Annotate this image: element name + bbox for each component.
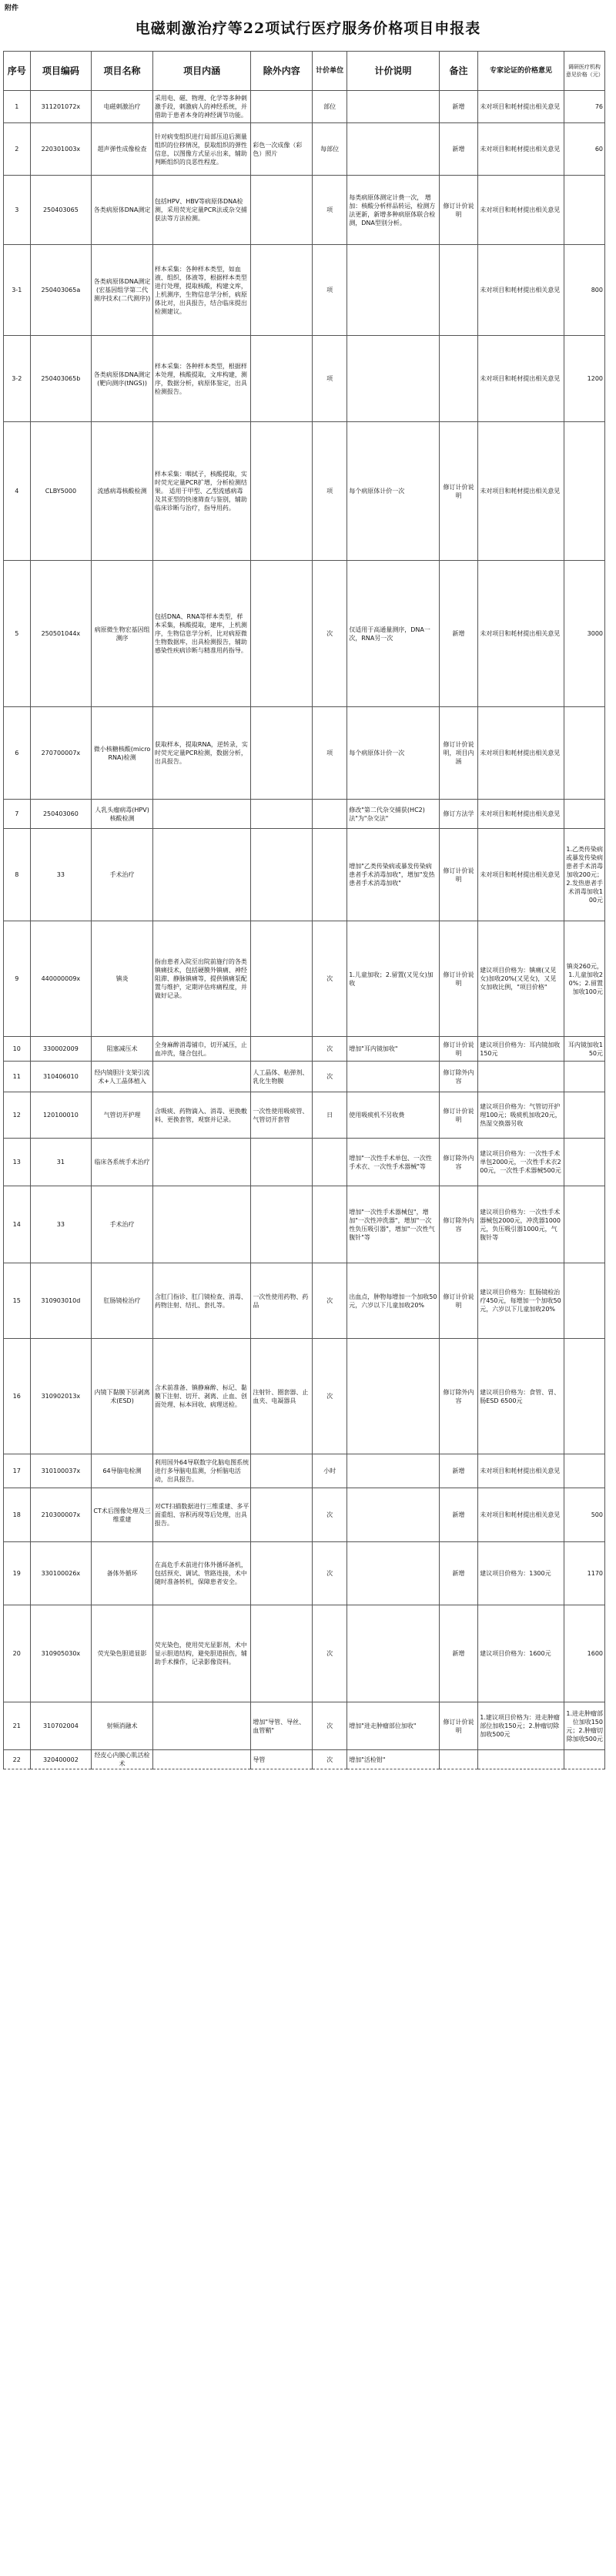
table-row — [4, 1750, 605, 1769]
row-unit: 次 — [313, 561, 347, 707]
table-row — [4, 921, 605, 1037]
row-expert: 未对项目和耗材提出相关意见 — [478, 91, 564, 123]
row-name: CT术后图像处理及三维重建 — [92, 1488, 153, 1542]
row-seq: 22 — [4, 1750, 31, 1769]
row-content — [152, 800, 251, 829]
row-remark — [439, 336, 477, 422]
row-name: 超声弹性成像检查 — [92, 123, 153, 176]
row-expert — [478, 1750, 564, 1769]
table-row — [4, 123, 605, 176]
row-unit: 日 — [313, 1092, 347, 1139]
row-price: 3000 — [564, 561, 604, 707]
row-price: 76 — [564, 91, 604, 123]
row-code: 210300007x — [30, 1488, 92, 1542]
row-expert: 未对项目和耗材提出相关意见 — [478, 123, 564, 176]
header-expert: 专家论证的价格意见 — [478, 52, 564, 91]
row-unit: 每部位 — [313, 123, 347, 176]
row-code: 250501044x — [30, 561, 92, 707]
row-name: 镇炎 — [92, 921, 153, 1037]
row-name: 流感病毒核酸检测 — [92, 422, 153, 561]
row-note: 每类病原体测定计费一次， 增加：核酸分析样品转运，检测方法更新，新增多种病原体联合检测，DNA型别分析。 — [347, 176, 440, 245]
row-name: 荧光染色胆道显影 — [92, 1605, 153, 1702]
row-excluded — [251, 1488, 313, 1542]
row-note: 增加"活检钳" — [347, 1750, 440, 1769]
row-name: 各类病原体DNA测定(靶向测序(tNGS)) — [92, 336, 153, 422]
row-unit — [313, 800, 347, 829]
row-expert: 1.建议项目价格为：进走肿瘤部位加收150元；2.肿瘤切除加收500元 — [478, 1702, 564, 1750]
row-remark: 新增 — [439, 123, 477, 176]
row-seq: 13 — [4, 1139, 31, 1186]
table-row — [4, 1062, 605, 1092]
row-price — [564, 1339, 604, 1454]
row-excluded — [251, 91, 313, 123]
row-code: 320400002 — [30, 1750, 92, 1769]
table-row — [4, 245, 605, 336]
row-seq: 4 — [4, 422, 31, 561]
row-code: 250403065 — [30, 176, 92, 245]
row-unit: 次 — [313, 1702, 347, 1750]
row-name: 阻塞减压术 — [92, 1037, 153, 1062]
row-seq: 2 — [4, 123, 31, 176]
row-name: 肛肠镜检治疗 — [92, 1263, 153, 1339]
row-expert: 建议项目价格为：肛肠镜检治疗450元，每增加一个加收50元，六岁以下儿童加收20% — [478, 1263, 564, 1339]
row-excluded — [251, 336, 313, 422]
table-row — [4, 1542, 605, 1605]
row-name: 备体外循环 — [92, 1542, 153, 1605]
row-price: 60 — [564, 123, 604, 176]
row-remark: 修订除外内容 — [439, 1062, 477, 1092]
row-seq: 11 — [4, 1062, 31, 1092]
row-seq: 14 — [4, 1186, 31, 1263]
row-code: 250403065a — [30, 245, 92, 336]
row-code: 33 — [30, 829, 92, 921]
row-excluded — [251, 245, 313, 336]
row-code: 311201072x — [30, 91, 92, 123]
row-note — [347, 1488, 440, 1542]
header-note: 计价说明 — [347, 52, 440, 91]
row-unit: 部位 — [313, 91, 347, 123]
row-note: 每个病原体计价一次 — [347, 707, 440, 800]
row-unit: 次 — [313, 1488, 347, 1542]
row-content — [152, 1139, 251, 1186]
row-content: 包括HPV、HBV等病原体DNA检测，采用荧光定量PCR法或杂交捕获法等方法检测。 — [152, 176, 251, 245]
row-content — [152, 829, 251, 921]
row-name: 人乳头瘤病毒(HPV)核酸检测 — [92, 800, 153, 829]
row-code: 440000009x — [30, 921, 92, 1037]
row-remark: 修订计价说明 — [439, 1037, 477, 1062]
row-code: 310903010d — [30, 1263, 92, 1339]
row-unit: 小时 — [313, 1454, 347, 1488]
row-excluded — [251, 1139, 313, 1186]
row-remark: 修订除外内容 — [439, 1339, 477, 1454]
table-row — [4, 422, 605, 561]
row-name: 临床各系统手术治疗 — [92, 1139, 153, 1186]
table-row — [4, 1092, 605, 1139]
row-remark: 修订计价说明 — [439, 829, 477, 921]
row-unit: 项 — [313, 707, 347, 800]
row-price: 1.进走肿瘤部位加收150元；2.肿瘤切除加收500元 — [564, 1702, 604, 1750]
row-name: 经皮心内膜心肌活检术 — [92, 1750, 153, 1769]
header-name: 项目名称 — [92, 52, 153, 91]
row-seq: 19 — [4, 1542, 31, 1605]
row-seq: 5 — [4, 561, 31, 707]
header-excluded: 除外内容 — [251, 52, 313, 91]
row-expert: 未对项目和耗材提出相关意见 — [478, 336, 564, 422]
table-row — [4, 1339, 605, 1454]
row-content — [152, 1702, 251, 1750]
row-expert: 建议项目价格为：食管、胃、肠ESD 6500元 — [478, 1339, 564, 1454]
row-price: 1170 — [564, 1542, 604, 1605]
row-price: 1200 — [564, 336, 604, 422]
attachment-label: 附件 — [5, 4, 19, 12]
row-content: 包括DNA、RNA等样本类型，样本采集，核酸提取，建库，上机测序，生物信息学分析，比对病原微生物数据库，出具检测报告，辅助感染性疾病诊断与精准用药指导。 — [152, 561, 251, 707]
row-remark: 修订计价说明 — [439, 1263, 477, 1339]
table-row — [4, 1263, 605, 1339]
row-expert: 未对项目和耗材提出相关意见 — [478, 1488, 564, 1542]
row-excluded — [251, 800, 313, 829]
row-content: 样本采集：各种样本类型，根据样本处理，核酸提取，文库构建，测序，数据分析，病原体鉴定，出具检测报告。 — [152, 336, 251, 422]
row-name: 各类病原体DNA测定 — [92, 176, 153, 245]
row-excluded — [251, 1542, 313, 1605]
row-price — [564, 1454, 604, 1488]
row-seq: 3 — [4, 176, 31, 245]
row-remark: 新增 — [439, 1454, 477, 1488]
row-unit — [313, 829, 347, 921]
row-remark: 修订计价说明 — [439, 1092, 477, 1139]
row-expert: 未对项目和耗材提出相关意见 — [478, 800, 564, 829]
row-remark: 新增 — [439, 1542, 477, 1605]
row-excluded — [251, 829, 313, 921]
row-price — [564, 1139, 604, 1186]
row-remark: 修订除外内容 — [439, 1186, 477, 1263]
table-header-row — [4, 52, 605, 91]
row-content: 获取样本，提取RNA，逆转录，实时荧光定量PCR检测，数据分析，出具报告。 — [152, 707, 251, 800]
row-note: 增加"耳内镜加收" — [347, 1037, 440, 1062]
row-expert: 未对项目和耗材提出相关意见 — [478, 176, 564, 245]
row-seq: 3-1 — [4, 245, 31, 336]
row-note — [347, 336, 440, 422]
row-expert: 未对项目和耗材提出相关意见 — [478, 707, 564, 800]
row-excluded — [251, 1186, 313, 1263]
table-row — [4, 707, 605, 800]
row-seq: 8 — [4, 829, 31, 921]
table-row — [4, 336, 605, 422]
row-note: 1.儿童加收；2.留置(又见女)加收 — [347, 921, 440, 1037]
table-row — [4, 1139, 605, 1186]
table-row — [4, 1454, 605, 1488]
row-content: 采用电、磁、物理、化学等多种刺激手段，刺激病人的神经系统，并借助于患者本身的神经调节功能。 — [152, 91, 251, 123]
row-name: 手术治疗 — [92, 1186, 153, 1263]
row-expert: 未对项目和耗材提出相关意见 — [478, 829, 564, 921]
row-unit: 次 — [313, 1263, 347, 1339]
table-row — [4, 1605, 605, 1702]
row-remark: 修订除外内容 — [439, 1139, 477, 1186]
row-name: 手术治疗 — [92, 829, 153, 921]
row-remark: 新增 — [439, 561, 477, 707]
row-expert: 未对项目和耗材提出相关意见 — [478, 245, 564, 336]
row-price: 500 — [564, 1488, 604, 1542]
row-note: 增加"乙类传染病或暴发传染病患者手术消毒加收"，增加"发热患者手术消毒加收" — [347, 829, 440, 921]
header-price: 调研医疗机构意见价格（元） — [564, 52, 604, 91]
row-price — [564, 176, 604, 245]
row-remark: 修订计价说明 — [439, 422, 477, 561]
row-remark: 新增 — [439, 1605, 477, 1702]
row-note: 增加"进走肿瘤部位加收" — [347, 1702, 440, 1750]
table-row — [4, 1488, 605, 1542]
row-code: 270700007x — [30, 707, 92, 800]
row-excluded — [251, 176, 313, 245]
row-remark: 修订计价说明 — [439, 1702, 477, 1750]
row-content: 针对病变组织进行局部压迫后测量组织的位移情况，获取组织的弹性信息，以图像方式显示出来，辅助判断组织的良恶性程度。 — [152, 123, 251, 176]
row-code: 250403060 — [30, 800, 92, 829]
row-price: 镇炎260元，1.儿童加收20%；2.留置加收100元 — [564, 921, 604, 1037]
row-expert: 未对项目和耗材提出相关意见 — [478, 561, 564, 707]
row-name: 64导脑电检测 — [92, 1454, 153, 1488]
row-unit: 次 — [313, 1339, 347, 1454]
row-content: 样本采集：咽拭子，核酸提取，实时荧光定量PCR扩增，分析检测结果。 适用于甲型、乙型流感病毒及其亚型的快速筛查与鉴别，辅助临床诊断与治疗，指导用药。 — [152, 422, 251, 561]
row-excluded — [251, 1037, 313, 1062]
row-note — [347, 245, 440, 336]
row-code: 120100010 — [30, 1092, 92, 1139]
row-excluded: 彩色一次成像（彩色）照片 — [251, 123, 313, 176]
row-seq: 16 — [4, 1339, 31, 1454]
row-expert: 建议项目价格为：1600元 — [478, 1605, 564, 1702]
row-unit — [313, 1186, 347, 1263]
row-price — [564, 1092, 604, 1139]
row-remark: 修订方法学 — [439, 800, 477, 829]
row-price: 1.乙类传染病或暴发传染病患者手术消毒加收200元；2.发热患者手术消毒加收100元 — [564, 829, 604, 921]
row-expert — [478, 1062, 564, 1092]
row-expert: 未对项目和耗材提出相关意见 — [478, 422, 564, 561]
page-title: 电磁刺激治疗等22项试行医疗服务价格项目申报表 — [135, 20, 481, 37]
row-content: 对CT扫描数据进行三维重建、多平面重组、容积再现等后处理，出具报告。 — [152, 1488, 251, 1542]
row-remark — [439, 1750, 477, 1769]
row-unit: 项 — [313, 422, 347, 561]
row-note — [347, 91, 440, 123]
row-content: 荧光染色，使用荧光显影剂，术中显示胆道结构，避免胆道损伤，辅助手术操作，记录影像资料。 — [152, 1605, 251, 1702]
row-code: 310406010 — [30, 1062, 92, 1092]
row-seq: 9 — [4, 921, 31, 1037]
row-price — [564, 800, 604, 829]
row-content — [152, 1186, 251, 1263]
row-seq: 17 — [4, 1454, 31, 1488]
row-note — [347, 1339, 440, 1454]
row-expert: 建议项目价格为：一次性手术单包2000元，一次性手术衣200元，一次性手术器械500元 — [478, 1139, 564, 1186]
row-note: 使用吸痰机不另收费 — [347, 1092, 440, 1139]
row-code: 310702004 — [30, 1702, 92, 1750]
row-price: 耳内镜加收150元 — [564, 1037, 604, 1062]
row-unit: 项 — [313, 336, 347, 422]
header-seq: 序号 — [4, 52, 31, 91]
row-content: 含术前准备、镇静麻醉、标记、黏膜下注射、切开、剥离、止血、创面处理、标本回收、病理送检。 — [152, 1339, 251, 1454]
row-price: 800 — [564, 245, 604, 336]
row-excluded: 人工晶体、粘弹剂、乳化生物膜 — [251, 1062, 313, 1092]
price-table — [3, 51, 605, 1769]
row-name: 经内镜胆汁支架引流术+人工晶体植入 — [92, 1062, 153, 1092]
row-name: 病原微生物宏基因组测序 — [92, 561, 153, 707]
row-price — [564, 707, 604, 800]
row-note — [347, 1454, 440, 1488]
row-excluded — [251, 561, 313, 707]
row-price — [564, 1186, 604, 1263]
row-excluded — [251, 707, 313, 800]
row-seq: 10 — [4, 1037, 31, 1062]
row-excluded: 注射针、圈套器、止血夹、电凝器具 — [251, 1339, 313, 1454]
table-row — [4, 1037, 605, 1062]
row-seq: 18 — [4, 1488, 31, 1542]
table-row — [4, 1186, 605, 1263]
row-seq: 6 — [4, 707, 31, 800]
row-seq: 15 — [4, 1263, 31, 1339]
row-code: CLBY5000 — [30, 422, 92, 561]
row-expert: 未对项目和耗材提出相关意见 — [478, 1454, 564, 1488]
row-code: 31 — [30, 1139, 92, 1186]
row-seq: 3-2 — [4, 336, 31, 422]
row-price — [564, 1263, 604, 1339]
row-remark — [439, 245, 477, 336]
row-excluded: 一次性使用药物、药品 — [251, 1263, 313, 1339]
row-note: 修改"第二代杂交捕获(HC2)法"为"杂交法" — [347, 800, 440, 829]
row-unit: 次 — [313, 1062, 347, 1092]
row-note: 每个病原体计价一次 — [347, 422, 440, 561]
row-seq: 1 — [4, 91, 31, 123]
row-name: 各类病原体DNA测定(宏基因组学第二代测序技术(二代测序)) — [92, 245, 153, 336]
header-content: 项目内涵 — [152, 52, 251, 91]
row-excluded — [251, 422, 313, 561]
row-price — [564, 1062, 604, 1092]
row-content — [152, 1750, 251, 1769]
row-note — [347, 1062, 440, 1092]
row-unit: 项 — [313, 245, 347, 336]
row-content: 含肛门指诊、肛门镜检查、消毒、药物注射、结扎、套扎等。 — [152, 1263, 251, 1339]
row-note: 仅适用于高通量测序，DNA一次，RNA另一次 — [347, 561, 440, 707]
header-code: 项目编码 — [30, 52, 92, 91]
row-content: 在高危手术前进行体外循环备机，包括预充、调试、管路连接，术中随时准备转机，保障患者安全。 — [152, 1542, 251, 1605]
table-row — [4, 176, 605, 245]
table-row — [4, 800, 605, 829]
row-code: 250403065b — [30, 336, 92, 422]
row-seq: 12 — [4, 1092, 31, 1139]
row-excluded — [251, 921, 313, 1037]
row-name: 微小核糖核酸(microRNA)检测 — [92, 707, 153, 800]
row-excluded — [251, 1454, 313, 1488]
row-seq: 20 — [4, 1605, 31, 1702]
table-row — [4, 561, 605, 707]
row-price — [564, 422, 604, 561]
row-code: 310902013x — [30, 1339, 92, 1454]
row-remark: 新增 — [439, 91, 477, 123]
row-content: 含吸痰、药物滴入、消毒、更换敷料、更换套管，观察并记录。 — [152, 1092, 251, 1139]
row-content: 全身麻醉消毒铺巾，切开减压，止血冲洗，缝合包扎。 — [152, 1037, 251, 1062]
row-unit: 项 — [313, 176, 347, 245]
table-row — [4, 829, 605, 921]
row-seq: 21 — [4, 1702, 31, 1750]
row-expert: 建议项目价格为：耳内镜加收150元 — [478, 1037, 564, 1062]
row-unit: 次 — [313, 1750, 347, 1769]
row-unit: 次 — [313, 1542, 347, 1605]
row-excluded: 一次性使用吸痰管、气管切开套管 — [251, 1092, 313, 1139]
row-remark: 修订计价说明 — [439, 176, 477, 245]
row-note — [347, 1542, 440, 1605]
row-unit: 次 — [313, 921, 347, 1037]
row-expert: 建议项目价格为：一次性手术器械包2000元，冲洗器1000元，负压吸引器1000元，气腹针等 — [478, 1186, 564, 1263]
row-excluded: 增加"导管、导丝、血管鞘" — [251, 1702, 313, 1750]
header-remark: 备注 — [439, 52, 477, 91]
header-unit: 计价单位 — [313, 52, 347, 91]
row-name: 电磁刺激治疗 — [92, 91, 153, 123]
row-content: 样本采集：各种样本类型，如血液、组织、体液等，根据样本类型进行处理，提取核酸，构建文库，上机测序，生物信息学分析，病原体比对，出具报告，结合临床提出检测建议。 — [152, 245, 251, 336]
row-content: 利用国外64导联数字化脑电图系统进行多导脑电监测，分析脑电活动，出具报告。 — [152, 1454, 251, 1488]
row-name: 射频消融术 — [92, 1702, 153, 1750]
row-content — [152, 1062, 251, 1092]
row-excluded — [251, 1605, 313, 1702]
row-expert: 建议项目价格为：气管切开护理100元；吸痰机加收20元，热湿交换器另收 — [478, 1092, 564, 1139]
table-row — [4, 1702, 605, 1750]
row-note — [347, 1605, 440, 1702]
row-code: 330100026x — [30, 1542, 92, 1605]
row-remark: 新增 — [439, 1488, 477, 1542]
table-row — [4, 91, 605, 123]
row-remark: 修订计价说明 — [439, 921, 477, 1037]
row-name: 气管切开护理 — [92, 1092, 153, 1139]
row-expert: 建议项目价格为：1300元 — [478, 1542, 564, 1605]
row-note: 出血点，肿物每增加一个加收50元，六岁以下儿童加收20% — [347, 1263, 440, 1339]
row-code: 330002009 — [30, 1037, 92, 1062]
row-code: 310905030x — [30, 1605, 92, 1702]
row-seq: 7 — [4, 800, 31, 829]
row-note: 增加"一次性手术器械包"，增加"一次性冲洗器"，增加"一次性负压吸引器"，增加"一次性气腹针"等 — [347, 1186, 440, 1263]
row-code: 33 — [30, 1186, 92, 1263]
row-content: 指由患者入院至出院前施行的各类镇痛技术，包括硬膜外镇痛、神经阻滞、静脉镇痛等，提供镇痛泵配置与维护，定期评估疼痛程度，并做好记录。 — [152, 921, 251, 1037]
row-name: 内镜下黏膜下层剥离术(ESD) — [92, 1339, 153, 1454]
row-unit — [313, 1139, 347, 1186]
row-unit: 次 — [313, 1605, 347, 1702]
row-excluded: 导管 — [251, 1750, 313, 1769]
row-unit: 次 — [313, 1037, 347, 1062]
row-code: 310100037x — [30, 1454, 92, 1488]
row-remark: 修订计价说明，项目内涵 — [439, 707, 477, 800]
row-expert: 建议项目价格为：镇痛(又见女)加收20%(又见女)，又见女加收比例，"项目价格" — [478, 921, 564, 1037]
row-price — [564, 1750, 604, 1769]
row-code: 220301003x — [30, 123, 92, 176]
row-note: 增加"一次性手术单包、一次性手术衣、一次性手术器械"等 — [347, 1139, 440, 1186]
row-price: 1600 — [564, 1605, 604, 1702]
row-note — [347, 123, 440, 176]
